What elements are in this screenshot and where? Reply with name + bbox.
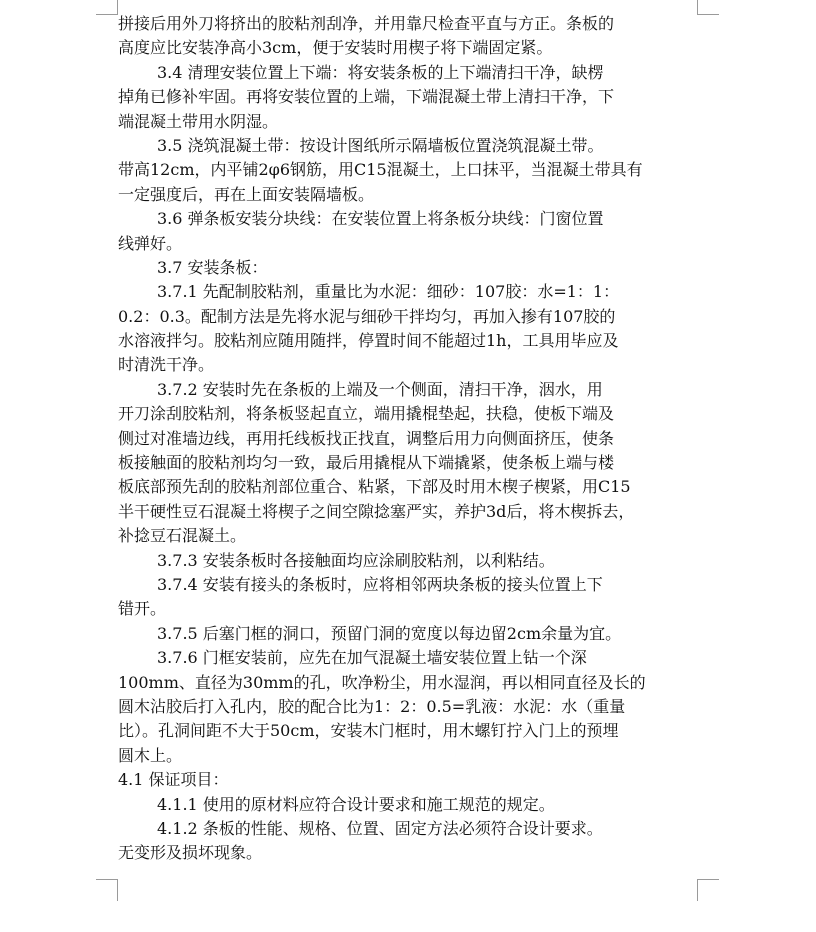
text-line: 一定强度后，再在上面安装隔墙板。 xyxy=(118,184,375,204)
text-line: 拼接后用外刀将挤出的胶粘剂刮净，并用靠尺检查平直与方正。条板的 xyxy=(118,14,615,33)
text-line: 3.7.6 门框安装前，应先在加气混凝土墙安装位置上钻一个深 xyxy=(157,648,587,668)
text-line: 线弹好。 xyxy=(118,233,183,253)
text-line: 半干硬性豆石混凝土将楔子之间空隙捻塞严实，养护3d后，将木楔拆去， xyxy=(118,501,635,521)
text-line: 3.7.1 先配制胶粘剂，重量比为水泥：细砂：107胶：水=1：1： xyxy=(157,282,620,302)
text-line: 3.7.4 安装有接头的条板时，应将相邻两块条板的接头位置上下 xyxy=(157,574,603,594)
text-line: 0.2：0.3。配制方法是先将水泥与细砂干拌均匀，再加入掺有107胶的 xyxy=(118,306,616,326)
text-line: 100mm、直径为30mm的孔，吹净粉尘，用水湿润，再以相同直径及长的 xyxy=(118,672,646,692)
text-line: 3.5 浇筑混凝土带：按设计图纸所示隔墙板位置浇筑混凝土带。 xyxy=(157,135,604,155)
text-line: 4.1 保证项目： xyxy=(118,770,229,790)
text-line: 掉角已修补牢固。再将安装位置的上端，下端混凝土带上清扫干净，下 xyxy=(118,87,615,107)
text-line: 圆木沾胶后打入孔内，胶的配合比为1：2：0.5=乳液：水泥：水（重量 xyxy=(118,696,626,716)
text-line: 4.1.2 条板的性能、规格、位置、固定方法必须符合设计要求。 xyxy=(157,818,603,838)
text-line: 水溶液拌匀。胶粘剂应随用随拌，停置时间不能超过1h，工具用毕应及 xyxy=(118,331,619,351)
text-line: 补捻豆石混凝土。 xyxy=(118,526,247,546)
text-line: 3.7 安装条板： xyxy=(157,257,268,277)
text-line: 错开。 xyxy=(118,599,167,619)
text-line: 时清洗干净。 xyxy=(118,355,215,375)
text-line: 圆木上。 xyxy=(118,745,183,765)
text-line: 比）。孔洞间距不大于50cm，安装木门框时，用木螺钉拧入门上的预埋 xyxy=(118,721,619,741)
crop-mark-bottom-left-h xyxy=(96,879,118,880)
crop-mark-top-left-h xyxy=(96,14,118,15)
text-line: 板底部预先刮的胶粘剂部位重合、粘紧，下部及时用木楔子楔紧，用C15 xyxy=(118,477,631,497)
crop-mark-bottom-left-v xyxy=(117,879,118,901)
text-line: 开刀涂刮胶粘剂，将条板竖起直立，端用撬棍垫起，扶稳，使板下端及 xyxy=(118,404,615,424)
text-line: 高度应比安装净高小3cm，便于安装时用楔子将下端固定紧。 xyxy=(118,38,553,58)
text-line: 3.7.3 安装条板时各接触面均应涂刷胶粘剂，以利粘结。 xyxy=(157,550,555,570)
crop-mark-bottom-right-h xyxy=(697,879,719,880)
text-line: 4.1.1 使用的原材料应符合设计要求和施工规范的规定。 xyxy=(157,794,555,814)
text-line: 3.7.5 后塞门框的洞口，预留门洞的宽度以每边留2cm余量为宜。 xyxy=(157,623,622,643)
text-line: 板接触面的胶粘剂均匀一致，最后用撬棍从下端撬紧，使条板上端与楼 xyxy=(118,453,615,473)
text-line: 无变形及损坏现象。 xyxy=(118,843,263,863)
text-line: 3.4 清理安装位置上下端：将安装条板的上下端清扫干净，缺楞 xyxy=(157,62,604,82)
text-line: 侧过对准墙边线，再用托线板找正找直，调整后用力向侧面挤压，使条 xyxy=(118,428,615,448)
text-line: 3.7.2 安装时先在条板的上端及一个侧面，清扫干净，洇水，用 xyxy=(157,379,603,399)
document-body xyxy=(118,12,698,866)
text-line: 端混凝土带用水阴湿。 xyxy=(118,111,279,131)
text-line: 带高12cm，内平铺2φ6钢筋，用C15混凝土，上口抹平，当混凝土带具有 xyxy=(118,160,643,180)
crop-mark-bottom-right-v xyxy=(697,879,698,901)
crop-mark-top-right-h xyxy=(697,14,719,15)
text-line: 3.6 弹条板安装分块线：在安装位置上将条板分块线：门窗位置 xyxy=(157,209,604,229)
